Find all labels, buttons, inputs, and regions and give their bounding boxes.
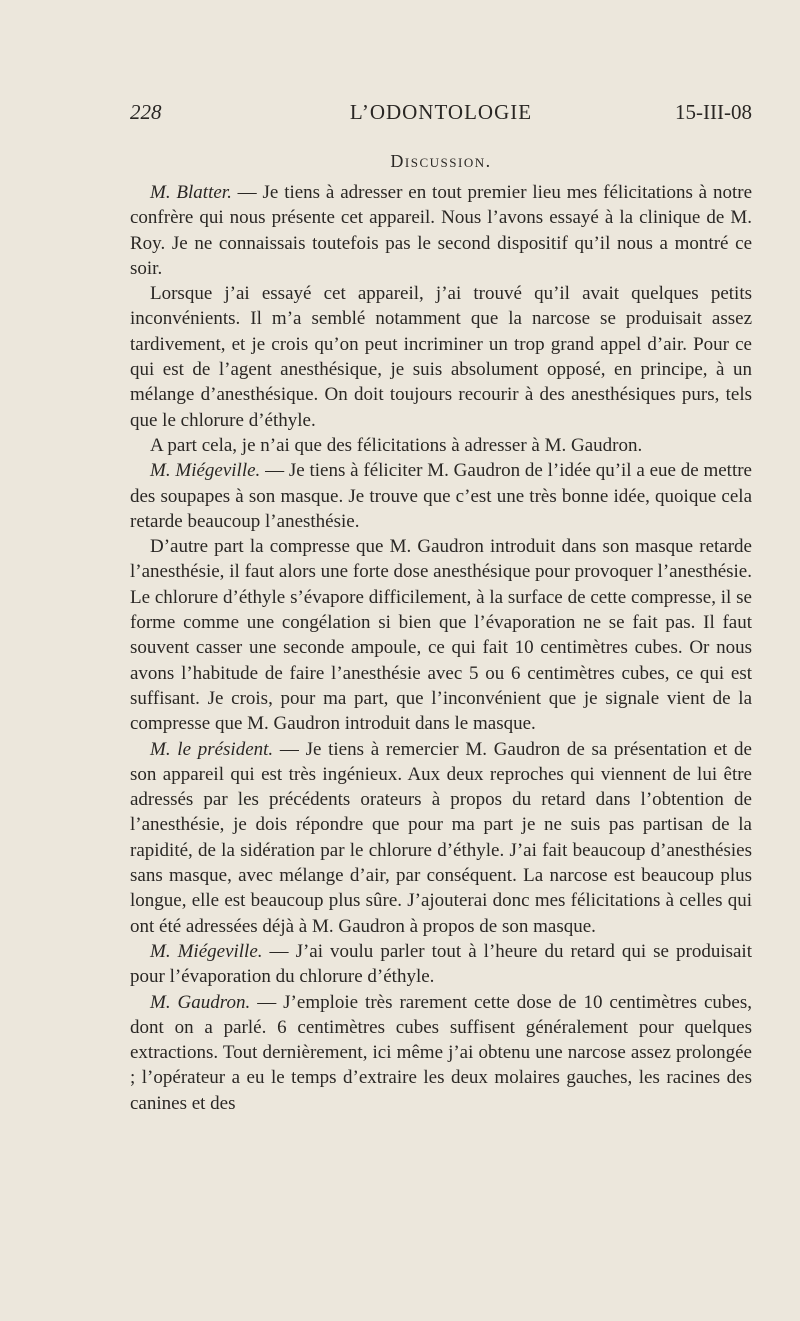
paragraph: [130, 939, 752, 990]
paragraph: [130, 737, 752, 939]
speaker-name: M. Miégeville.: [150, 460, 261, 482]
section-title: Discussion.: [390, 151, 492, 171]
paragraph-text: D’autre part la compresse que M. Gaudron introduit dans son masque retarde l’anesthésie, il faut alors une forte dose anesthésique pour provoquer l’anesthésie. Le chlorure d’éthyle s’évapore difficilement, à la surface de cette compresse, il se forme comme une congélation si bien que l’évaporation ne se fait pas. Il faut souvent casser une seconde ampoule, ce qui fait 10 centimètres cubes. Or nous avons l’habitude de faire l’anesthésie avec 5 ou 6 centimètres cubes, ce qui est suffisant. Je crois, pour ma part, que l’inconvénient que je signale vient de la compresse que M. Gaudron introduit dans le masque.: [130, 536, 752, 735]
page-number: 228: [130, 100, 162, 124]
speaker-name: M. Gaudron.: [150, 991, 251, 1013]
paragraph-text: A part cela, je n’ai que des félicitations à adresser à M. Gaudron.: [150, 434, 643, 456]
paragraph: [130, 281, 752, 433]
paragraph-text: — Je tiens à féliciter M. Gaudron de l’idée qu’il a eue de mettre des soupapes à son masque. Je trouve que c’est une très bonne idée, quoique cela retarde beaucoup l’anesthésie.: [130, 460, 752, 532]
paragraph: [130, 458, 752, 534]
body-text: [130, 180, 752, 1116]
issue-date: 15-III-08: [675, 100, 752, 124]
speaker-name: M. le président.: [150, 738, 274, 760]
paragraph: [130, 990, 752, 1116]
speaker-name: M. Miégeville.: [150, 940, 263, 962]
paragraph-text: — Je tiens à adresser en tout premier lieu mes félicitations à notre confrère qui nous présente cet appareil. Nous l’avons essayé à la clinique de M. Roy. Je ne connaissais toutefois pas le second dispositif qu’il nous a montré ce soir.: [130, 182, 753, 279]
paragraph-text: Lorsque j’ai essayé cet appareil, j’ai trouvé qu’il avait quelques petits inconvénients. Il m’a semblé notamment que la narcose se produisait assez tardivement, et je crois qu’on peut incriminer un trop grand appel d’air. Pour ce qui est de l’agent anesthésique, je suis absolument opposé, en principe, à un mélange d’anesthésique. On doit toujours recourir à des anesthésiques purs, tels que le chlorure d’éthyle.: [130, 283, 752, 431]
paragraph-text: — J’ai voulu parler tout à l’heure du retard qui se produisait pour l’évaporation du chlorure d’éthyle.: [130, 940, 752, 988]
running-header: [130, 100, 752, 130]
journal-title: L’ODONTOLOGIE: [349, 100, 533, 124]
paragraph-text: — J’emploie très rarement cette dose de 10 centimètres cubes, dont on a parlé. 6 centimètres cubes suffisent généralement pour quelques extractions. Tout dernièrement, ici même j’ai obtenu une narcose assez prolongée ; l’opérateur a eu le temps d’extraire les deux molaires gauches, les racines des canines et des: [130, 991, 752, 1114]
paragraph: [130, 433, 752, 458]
paragraph: [130, 180, 752, 281]
paragraph-text: — Je tiens à remercier M. Gaudron de sa présentation et de son appareil qui est très ingénieux. Aux deux reproches qui viennent de lui être adressés par les précédents orateurs à propos du retard dans l’obtention de l’anesthésie, je dois répondre que pour ma part je ne suis pas partisan de la rapidité, de la sidération par le chlorure d’éthyle. J’ai fait beaucoup d’anesthésies sans masque, avec mélange d’air, par conséquent. La narcose est beaucoup plus longue, elle est beaucoup plus sûre. J’ajouterai donc mes félicitations à celles qui ont été adressées déjà à M. Gaudron à propos de son masque.: [130, 738, 752, 937]
paragraph: [130, 534, 752, 736]
speaker-name: M. Blatter.: [150, 182, 232, 203]
